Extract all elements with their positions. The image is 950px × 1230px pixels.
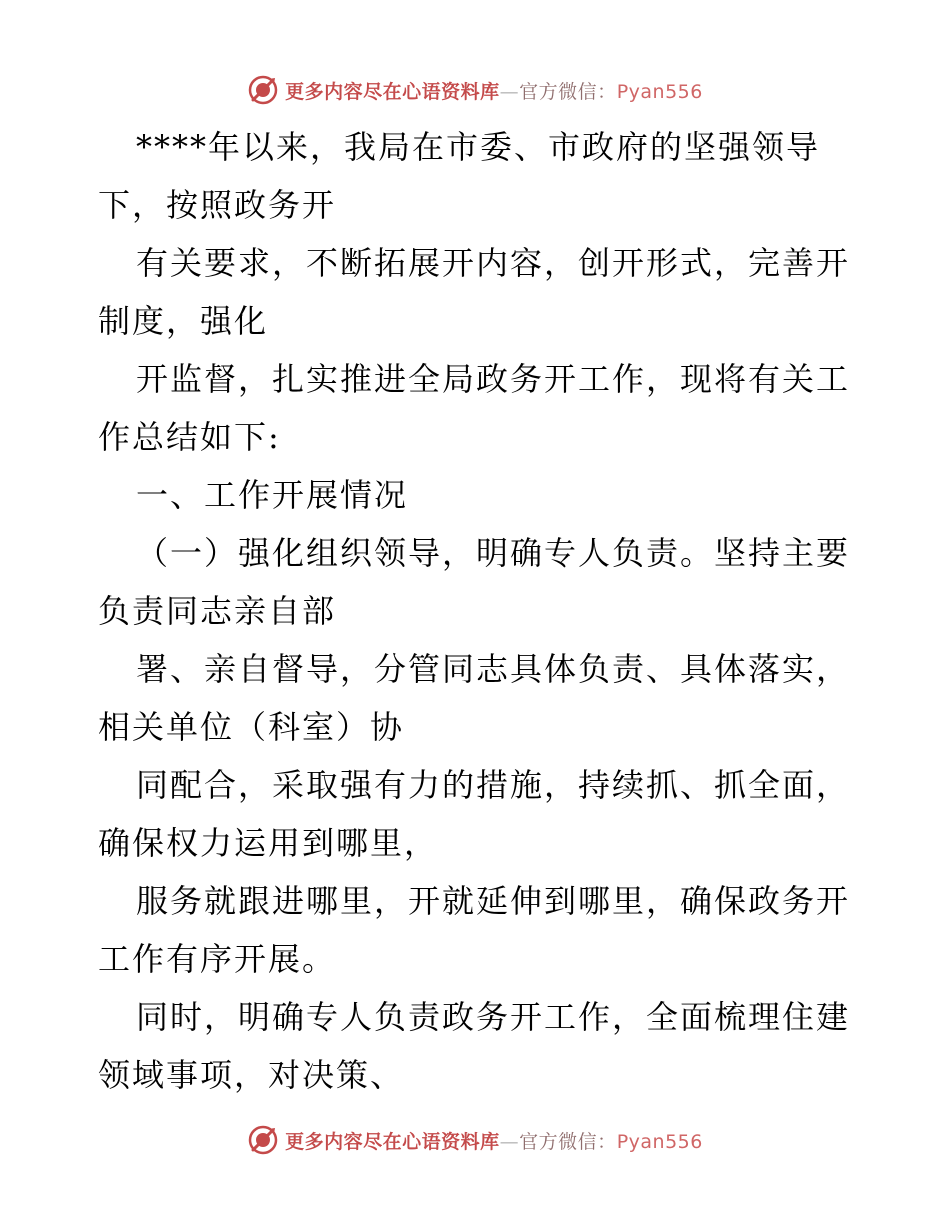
document-line-15: 工作有序开展。 (98, 940, 337, 978)
document-line-14: 服务就跟进哪里，开就延伸到哪里，确保政务开 (136, 882, 851, 920)
header-watermark (0, 70, 950, 110)
section-heading: 一、工作开展情况 (136, 476, 409, 514)
document-line-5: 开监督，扎实推进全局政务开工作，现将有关工 (136, 360, 851, 398)
document-line-2: 下，按照政务开 (98, 186, 337, 224)
document-line-4: 制度，强化 (98, 302, 269, 340)
watermark-handle: Pyan556 (616, 1130, 703, 1153)
document-line-6: 作总结如下: (98, 418, 281, 456)
document-line-10: 署、亲自督导，分管同志具体负责、具体落实， (136, 650, 851, 688)
watermark-official-label: 官方微信： (519, 1130, 617, 1153)
document-line-16: 同时，明确专人负责政务开工作，全面梳理住建 (136, 998, 851, 1036)
logo-seal-icon (247, 74, 279, 106)
document-line-8: （一）强化组织领导，明确专人负责。坚持主要 (136, 534, 851, 572)
watermark-brand: 更多内容尽在心语资料库 (285, 80, 500, 103)
document-line-1: ****年以来，我局在市委、市政府的坚强领导 (136, 128, 821, 166)
watermark-official-label: 官方微信： (519, 80, 617, 103)
watermark-dash: — (499, 80, 520, 103)
document-line-13: 确保权力运用到哪里， (98, 824, 439, 862)
document-body (98, 118, 858, 1104)
document-line-11: 相关单位（科室）协 (98, 708, 405, 746)
document-line-17: 领域事项，对决策、 (98, 1056, 405, 1094)
logo-seal-icon (247, 1124, 279, 1156)
watermark-handle: Pyan556 (616, 80, 703, 103)
document-line-9: 负责同志亲自部 (98, 592, 337, 630)
watermark-brand: 更多内容尽在心语资料库 (285, 1130, 500, 1153)
footer-watermark (0, 1120, 950, 1160)
watermark-text (285, 1127, 703, 1154)
watermark-text (285, 77, 703, 104)
document-line-12: 同配合，采取强有力的措施，持续抓、抓全面， (136, 766, 851, 804)
document-line-3: 有关要求，不断拓展开内容，创开形式，完善开 (136, 244, 851, 282)
watermark-dash: — (499, 1130, 520, 1153)
